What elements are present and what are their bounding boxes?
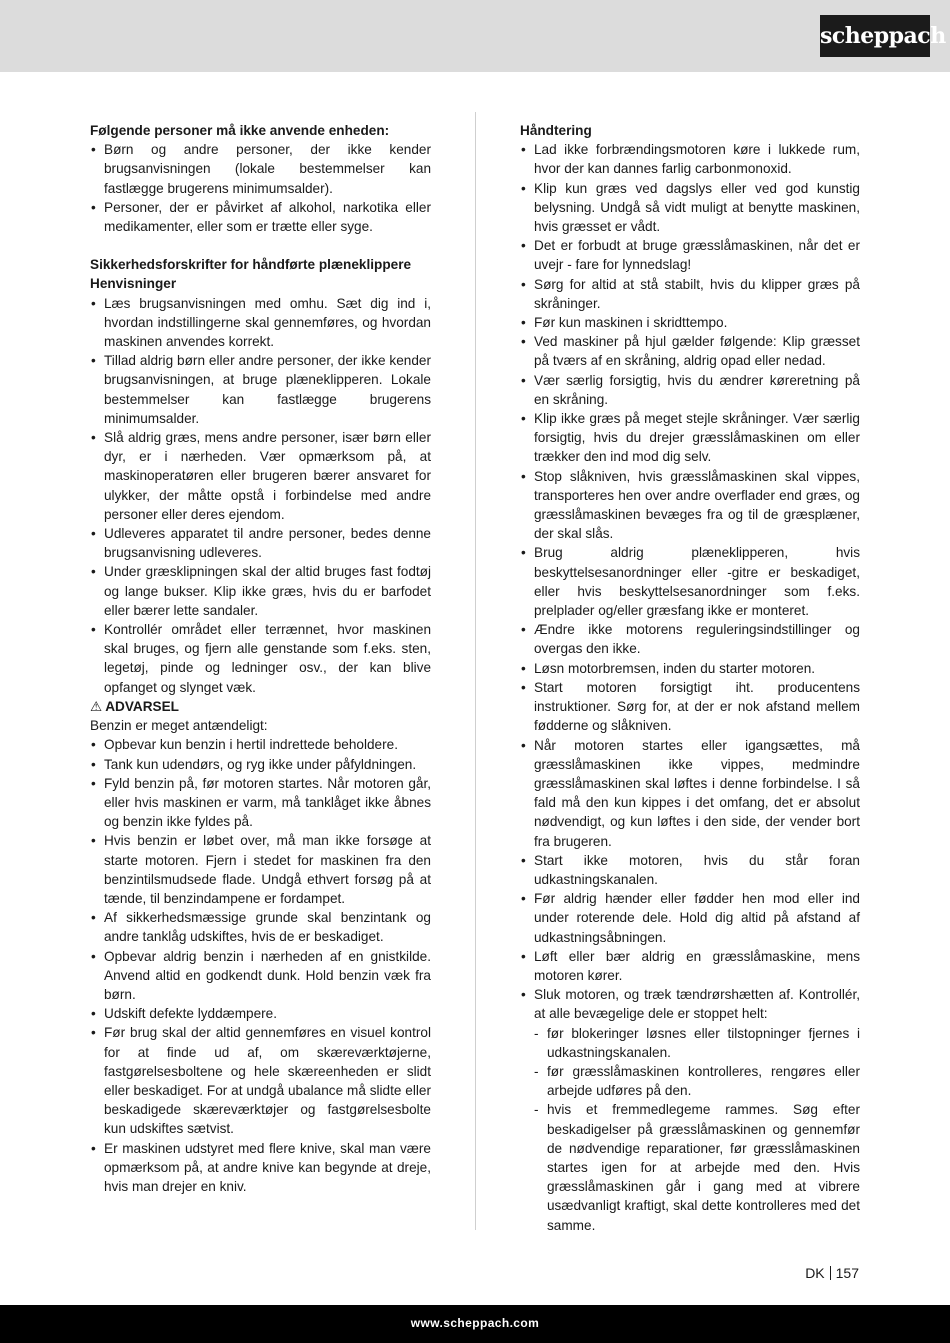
list-item: • Ved maskiner på hjul gælder følgende: Klip græsset på tværs af en skråning, aldrig opad eller nedad.: [520, 332, 860, 370]
language-code: DK: [805, 1265, 825, 1281]
sub-list: [520, 1024, 860, 1235]
notes-heading: Henvisninger: [90, 276, 177, 292]
list-item: • Personer, der er påvirket af alkohol, narkotika eller medikamenter, eller som er trætte eller syge.: [90, 198, 431, 236]
list-item: • Tillad aldrig børn eller andre personer, der ikke kender brugsanvisningen, at bruge plæneklipperen. Lokale bestemmelser kan fastlægge brugerens minimumsalder.: [90, 351, 431, 428]
list-item: • Brug aldrig plæneklipperen, hvis beskyttelsesanordninger eller -gitre er beskadiget, eller hvis beskyttelsesanordninger som f.eks. prelplader og/eller græsfang ikke er monteret.: [520, 543, 860, 620]
list-item: • Tank kun udendørs, og ryg ikke under påfyldningen.: [90, 755, 431, 774]
scheppach-logo: scheppach: [820, 15, 930, 57]
list-item: • Er maskinen udstyret med flere knive, skal man være opmærksom på, at andre knive kan begynde at dreje, hvis man drejer en kniv.: [90, 1139, 431, 1197]
left-column: [90, 121, 431, 1196]
sub-list-item: - før græsslåmaskinen kontrolleres, rengøres eller arbejde udføres på den.: [520, 1062, 860, 1100]
warning-triangle-icon: ⚠: [90, 698, 103, 714]
list-item: • Slå aldrig græs, mens andre personer, især børn eller dyr, er i nærheden. Vær opmærksom på, at maskinoperatøren eller brugeren bærer ansvaret for ulykker, der måtte opstå i forbindelse med andre personer eller deres ejendom.: [90, 428, 431, 524]
notes-list: [90, 294, 431, 697]
list-item: • Løsn motorbremsen, inden du starter motoren.: [520, 659, 860, 678]
safety-heading: Sikkerhedsforskrifter for håndførte plæneklippere: [90, 257, 412, 273]
list-item: • Start motoren forsigtigt iht. producentens instruktioner. Sørg for, at der er nok afstand mellem fødderne og slåkniven.: [520, 678, 860, 736]
list-item: • Sluk motoren, og træk tændrørshætten af. Kontrollér, at alle bevægelige dele er stoppet helt:: [520, 985, 860, 1023]
list-item: • Før aldrig hænder eller fødder hen mod eller ind under roterende dele. Hold dig altid på afstand af udkastningsåbningen.: [520, 889, 860, 947]
warning-label: ADVARSEL: [105, 698, 179, 714]
right-column: [520, 121, 860, 1235]
list-item: • Før brug skal der altid gennemføres en visuel kontrol for at finde ud af, om skæreværktøjerne, fastgørelsesboltene og hele skæreenheden er slidt eller beskadiget. For at undgå ubalance må slidte eller beskadigede skæreværktøjer og fastgørelsesbolte kun udskiftes sætvist.: [90, 1023, 431, 1138]
list-item: • Det er forbudt at bruge græsslåmaskinen, når det er uvejr - fare for lynnedslag!: [520, 236, 860, 274]
list-item: • Klip ikke græs på meget stejle skråninger. Vær særlig forsigtig, hvis du drejer græsslåmaskinen om eller trækker den ind mod dig selv.: [520, 409, 860, 467]
header-band: [0, 0, 950, 72]
list-item: • Udleveres apparatet til andre personer, bedes denne brugsanvisning udleveres.: [90, 524, 431, 562]
warning-heading: [90, 697, 431, 716]
list-item: • Løft eller bær aldrig en græsslåmaskine, mens motoren kører.: [520, 947, 860, 985]
list-item: • Når motoren startes eller igangsættes, må græsslåmaskinen ikke vippes, medmindre græsslåmaskinen skal løftes i denne forbindelse. I så fald må den kun kippes i det omfang, det er absolut nødvendigt, og kun løftes i den side, der vender bort fra brugeren.: [520, 736, 860, 851]
list-item: • Opbevar aldrig benzin i nærheden af en gnistkilde. Anvend altid en godkendt dunk. Hold benzin væk fra børn.: [90, 947, 431, 1005]
list-item: • Stop slåkniven, hvis græsslåmaskinen skal vippes, transporteres hen over andre overflader end græs, og græsslåmaskinen bevæges fra og til de græsplæner, der skal slås.: [520, 467, 860, 544]
list-item: • Læs brugsanvisningen med omhu. Sæt dig ind i, hvordan indstillingerne skal gennemføres, og hvordan maskinen anvendes korrekt.: [90, 294, 431, 352]
warning-list: [90, 735, 431, 1196]
list-item: • Børn og andre personer, der ikke kender brugsanvisningen (lokale bestemmelser kan fastlægge brugerens minimumsalder).: [90, 140, 431, 198]
sub-list-item: - hvis et fremmedlegeme rammes. Søg efter beskadigelser på græsslåmaskinen og gennemfør de nødvendige reparationer, før græsslåmaskinen startes igen for at arbejde med den. Hvis græsslåmaskinen går i gang med at vibrere usædvanligt kraftigt, skal dette kontrolleres med det samme.: [520, 1100, 860, 1234]
list-item: • Kontrollér området eller terrænnet, hvor maskinen skal bruges, og fjern alle genstande som f.eks. sten, legetøj, pinde og ledninger osv., der kan blive opfanget og slynget væk.: [90, 620, 431, 697]
list-item: • Klip kun græs ved dagslys eller ved god kunstig belysning. Undgå så vidt muligt at benytte maskinen, hvis græsset er vådt.: [520, 179, 860, 237]
persons-heading: Følgende personer må ikke anvende enheden:: [90, 123, 390, 138]
warning-intro: Benzin er meget antændeligt:: [90, 718, 268, 734]
list-item: • Vær særlig forsigtig, hvis du ændrer køreretning på en skråning.: [520, 371, 860, 409]
list-item: • Hvis benzin er løbet over, må man ikke forsøge at starte motoren. Fjern i stedet for maskinen fra den benzintilsmudsede flade. Undgå ethvert forsøg på at tænde, til benzindampene er fordampet.: [90, 831, 431, 908]
list-item: • Udskift defekte lyddæmpere.: [90, 1004, 431, 1023]
list-item: • Start ikke motoren, hvis du står foran udkastningskanalen.: [520, 851, 860, 889]
list-item: • Lad ikke forbrændingsmotoren køre i lukkede rum, hvor der kan dannes farlig carbonmonoxid.: [520, 140, 860, 178]
list-item: • Fyld benzin på, før motoren startes. Når motoren går, eller hvis maskinen er varm, må tanklåget ikke åbnes og benzin ikke fyldes på.: [90, 774, 431, 832]
persons-list: [90, 140, 431, 236]
handling-heading: Håndtering: [520, 123, 592, 138]
list-item: • Før kun maskinen i skridttempo.: [520, 313, 860, 332]
page-separator: [830, 1266, 831, 1280]
handling-list: [520, 140, 860, 1023]
page-number-value: 157: [835, 1265, 859, 1281]
list-item: • Under græsklipningen skal der altid bruges fast fodtøj og lange bukser. Klip ikke græs, hvis du er barfodet eller bærer lette sandaler.: [90, 562, 431, 620]
page-number: [805, 1265, 859, 1281]
list-item: • Ændre ikke motorens reguleringsindstillinger og overgas den ikke.: [520, 620, 860, 658]
sub-list-item: - før blokeringer løsnes eller tilstopninger fjernes i udkastningskanalen.: [520, 1024, 860, 1062]
list-item: • Af sikkerhedsmæssige grunde skal benzintank og andre tanklåg udskiftes, hvis de er beskadiget.: [90, 908, 431, 946]
list-item: • Sørg for altid at stå stabilt, hvis du klipper græs på skråninger.: [520, 275, 860, 313]
footer-bar: [0, 1305, 950, 1343]
footer-url: www.scheppach.com: [410, 1316, 540, 1330]
list-item: • Opbevar kun benzin i hertil indrettede beholdere.: [90, 735, 431, 754]
column-divider: [475, 112, 476, 1230]
